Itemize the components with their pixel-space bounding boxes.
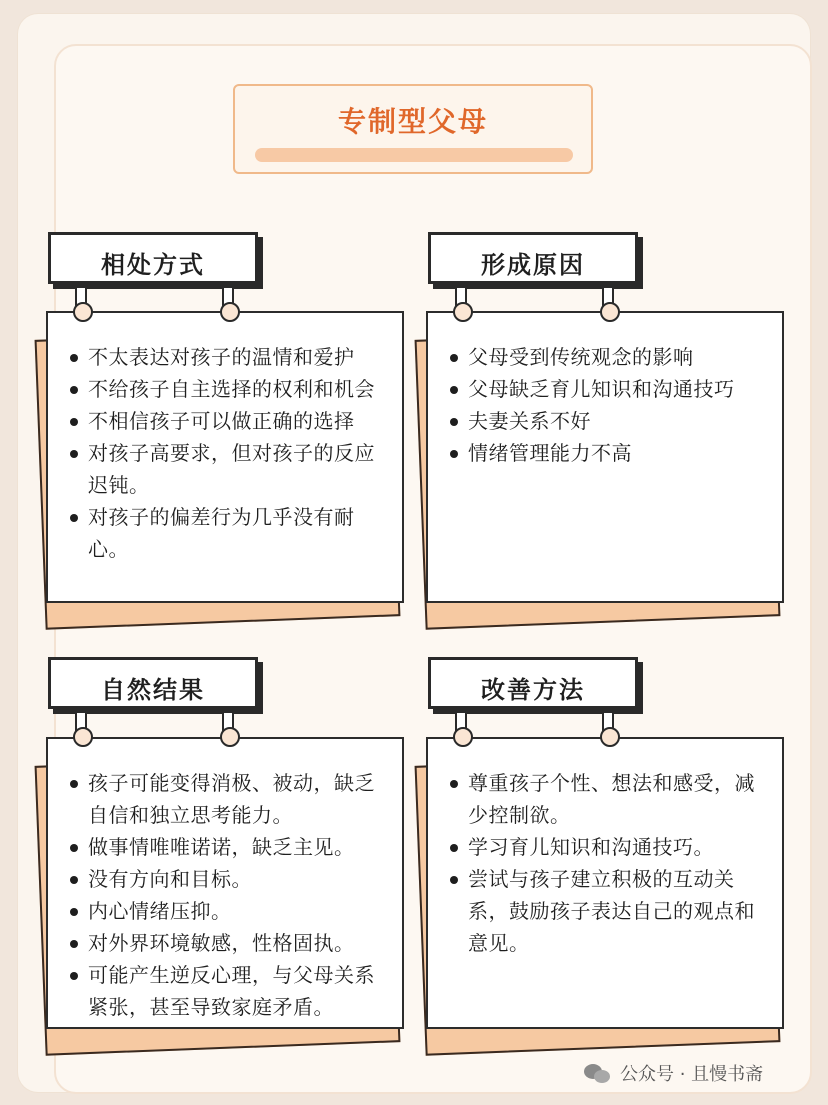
card-heading: 改善方法: [481, 676, 585, 704]
footer-watermark: [584, 1058, 763, 1088]
hanger-pin: [455, 286, 467, 312]
hanger-pin: [75, 711, 87, 737]
list-item: 对外界环境敏感，性格固执。: [66, 927, 388, 959]
hanger-pin: [602, 286, 614, 312]
list-item: 对孩子的偏差行为几乎没有耐心。: [66, 501, 388, 565]
card-paper: [46, 737, 404, 1029]
bullet-list: [48, 767, 402, 1023]
list-item: 可能产生逆反心理，与父母关系紧张，甚至导致家庭矛盾。: [66, 959, 388, 1023]
list-item: 没有方向和目标。: [66, 863, 388, 895]
list-item: 不太表达对孩子的温情和爱护: [66, 341, 388, 373]
hanger-pin: [455, 711, 467, 737]
bullet-list: [428, 341, 782, 469]
card-heading: 自然结果: [101, 676, 205, 704]
list-item: 不相信孩子可以做正确的选择: [66, 405, 388, 437]
hanger-pin: [602, 711, 614, 737]
card-paper: [426, 737, 784, 1029]
card-heading-tag: [48, 232, 258, 284]
list-item: 孩子可能变得消极、被动，缺乏自信和独立思考能力。: [66, 767, 388, 831]
card-paper: [426, 311, 784, 603]
title-underline-bar: [255, 148, 573, 162]
card-heading: 相处方式: [101, 251, 205, 279]
wechat-icon: [584, 1062, 612, 1084]
list-item: 夫妻关系不好: [446, 405, 768, 437]
hanger-pin: [222, 286, 234, 312]
bullet-list: [428, 767, 782, 959]
bullet-list: [48, 341, 402, 565]
list-item: 内心情绪压抑。: [66, 895, 388, 927]
card-heading: 形成原因: [481, 251, 585, 279]
footer-text: 公众号 · 且慢书斋: [620, 1064, 764, 1085]
card-heading-tag: [428, 657, 638, 709]
title-box: [233, 84, 593, 174]
list-item: 尝试与孩子建立积极的互动关系，鼓励孩子表达自己的观点和意见。: [446, 863, 768, 959]
list-item: 做事情唯唯诺诺，缺乏主见。: [66, 831, 388, 863]
hanger-pin: [222, 711, 234, 737]
card-heading-tag: [428, 232, 638, 284]
page-title: 专制型父母: [337, 105, 488, 138]
card-paper: [46, 311, 404, 603]
list-item: 情绪管理能力不高: [446, 437, 768, 469]
list-item: 父母受到传统观念的影响: [446, 341, 768, 373]
list-item: 对孩子高要求，但对孩子的反应迟钝。: [66, 437, 388, 501]
hanger-pin: [75, 286, 87, 312]
list-item: 学习育儿知识和沟通技巧。: [446, 831, 768, 863]
list-item: 尊重孩子个性、想法和感受，减少控制欲。: [446, 767, 768, 831]
list-item: 父母缺乏育儿知识和沟通技巧: [446, 373, 768, 405]
list-item: 不给孩子自主选择的权利和机会: [66, 373, 388, 405]
card-heading-tag: [48, 657, 258, 709]
